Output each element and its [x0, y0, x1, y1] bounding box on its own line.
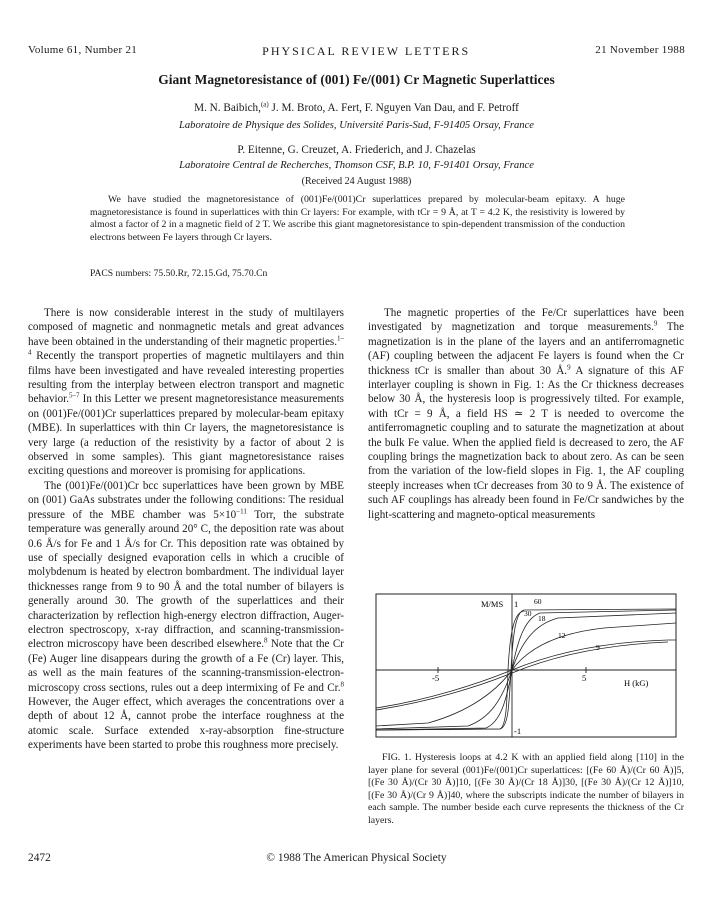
right-column — [368, 306, 684, 522]
curve-cr60 — [376, 609, 676, 730]
copyright-notice: © 1988 The American Physical Society — [266, 852, 447, 864]
curve-label-12: 12 — [558, 631, 566, 640]
curve-label-9: 9 — [596, 643, 600, 652]
page-number: 2472 — [28, 852, 51, 864]
y-tick-label: -1 — [514, 726, 522, 736]
hysteresis-figure — [368, 588, 686, 743]
paragraph: The (001)Fe/(001)Cr bcc superlattices have been grown by MBE on (001) GaAs substrates under the following conditions: The residual pressure of the MBE chamber was $5\times 10^{-11}$ Torr, the substrate temperature was generally around 20° C, the deposition rate was about 0.6 Å/s for Fe and 1 Å/s for Cr. This deposition rate was obtained by use of specially designed evaporation cells in which a crucible of molybdenum is heated by electron bombardment. The individual layer thicknesses range from 9 to 90 Å and the total number of bilayers is generally around 30. The growth of the superlattices and their characterization by reflection high-energy electron diffraction, Auger-electron spectroscopy, x-ray diffraction, and scanning-transmission-electron microscopy have been described elsewhere.$^8$ Note that the Cr (Fe) Auger line disappears during the growth of a Fe (Cr) layer. This, as well as the main features of the scanning-transmission-electron-microscopy cross sections, rules out a deep intermixing of Fe and Cr.$^8$ However, the Auger effect, which averages the concentrations over a depth of about 12 Å, cannot probe the interface roughness at the atomic scale. Surface extended x-ray-absorption fine-structure experiments have been started to probe this roughness more precisely. — [28, 479, 345, 752]
x-tick-label: 5 — [582, 673, 587, 683]
issue-date: 21 November 1988 — [595, 44, 685, 56]
author-block-1 — [0, 100, 713, 134]
affiliation-1: Laboratoire de Physique des Solides, Université Paris-Sud, F-91405 Orsay, France — [178, 120, 535, 131]
curve-label-30: 30 — [524, 609, 532, 618]
author-block-2 — [0, 142, 713, 190]
paragraph: The magnetic properties of the Fe/Cr superlattices have been investigated by magnetization and torque measurements.$^9$ The magnetization is in the plane of the layers and an antiferromagnetic (AF) coupling between the adjacent Fe layers is found when the Cr thickness tCr is smaller than about 30 Å.$^9$ A signature of this AF interlayer coupling is shown in Fig. 1: As the Cr thickness decreases below 30 Å, the hysteresis loop is progressively tilted. For example, with tCr = 9 Å, a field HS ≃ 2 T is needed to overcome the antiferromagnetic coupling and to saturate the magnetization at about the bulk Fe value. When the applied field is decreased to zero, the AF coupling brings the magnetization back to about zero. As can be seen from the variation of the low-field slopes in Fig. 1, the AF coupling steeply increases when tCr decreases from 30 to 9 Å. The existence of such AF couplings has already been found in Fe/Cr sandwiches by the light-scattering and magneto-optical measurements — [368, 307, 685, 521]
figure-caption: FIG. 1. Hysteresis loops at 4.2 K with an applied field along [110] in the layer plane for several (001)Fe/(001)Cr superlattices: [(Fe 60 Å)/(Cr 60 Å)]5, [(Fe 30 Å)/(Cr 30 Å)]10, [(Fe 30 Å)/(Cr 18 Å)]30, [(Fe 30 Å)/(Cr 12 Å)]10, [(Fe 30 Å)/(Cr 9 Å)]40, where the subscripts indicate the number of bilayers in each sample. The number beside each curve represents the thickness of the Cr layers. — [368, 752, 684, 826]
x-tick-label: -5 — [432, 673, 440, 683]
y-tick-label: 1 — [514, 599, 519, 609]
journal-name: PHYSICAL REVIEW LETTERS — [262, 44, 471, 58]
x-axis-label: H (kG) — [624, 678, 649, 688]
received-date: (Received 24 August 1988) — [301, 176, 412, 187]
curve-cr9 — [376, 640, 676, 708]
affiliation-2: Laboratoire Central de Recherches, Thomson CSF, B.P. 10, F-91401 Orsay, France — [179, 160, 534, 171]
author-names-2: P. Eitenne, G. Creuzet, A. Friederich, and J. Chazelas — [237, 144, 476, 156]
curve-label-18: 18 — [538, 614, 546, 623]
paper-title: Giant Magnetoresistance of (001) Fe/(001) Cr Magnetic Superlattices — [158, 72, 555, 87]
curve-cr18 — [376, 613, 676, 729]
left-column — [28, 306, 344, 753]
volume-info: Volume 61, Number 21 — [28, 44, 138, 56]
pacs-numbers: PACS numbers: 75.50.Rr, 72.15.Gd, 75.70.Cn — [90, 268, 268, 279]
running-head — [28, 44, 685, 59]
abstract: We have studied the magnetoresistance of (001)Fe/(001)Cr superlattices prepared by molecular-beam epitaxy. A huge magnetoresistance is found in superlattices with thin Cr layers: For example, with tCr = 9 Å, at T = 4.2 K, the resistivity is lowered by almost a factor of 2 in a magnetic field of 2 T. We ascribe this giant magnetoresistance to spin-dependent transmission of the conduction electrons between Fe layers through Cr layers. — [90, 194, 625, 243]
curve-group — [376, 609, 676, 730]
curve-label-60: 60 — [534, 597, 542, 606]
y-axis-label: M/MS — [481, 599, 504, 609]
curve-cr60-branch — [376, 611, 524, 730]
curve-cr12 — [376, 623, 676, 726]
author-names-1: M. N. Baibich,$^{(a)}$ J. M. Broto, A. Fert, F. Nguyen Van Dau, and F. Petroff — [194, 100, 519, 114]
paragraph: There is now considerable interest in the study of multilayers composed of magnetic and nonmagnetic metals and great advances have been obtained in the understanding of their magnetic properties.$^{1-4}$ Recently the transport properties of magnetic multilayers and thin films have been investigated and have revealed interesting properties resulting from the interplay between electron transport and magnetic behavior.$^{5-7}$ In this Letter we present magnetoresistance measurements on (001)Fe/(001)Cr superlattices prepared by molecular-beam epitaxy (MBE). In superlattices with thin Cr layers, the magnetoresistance is very large (a reduction of the resistivity by a factor of about 2 is observed in some samples). This giant magnetoresistance raises exciting questions and moreover is promising for applications. — [28, 307, 344, 478]
